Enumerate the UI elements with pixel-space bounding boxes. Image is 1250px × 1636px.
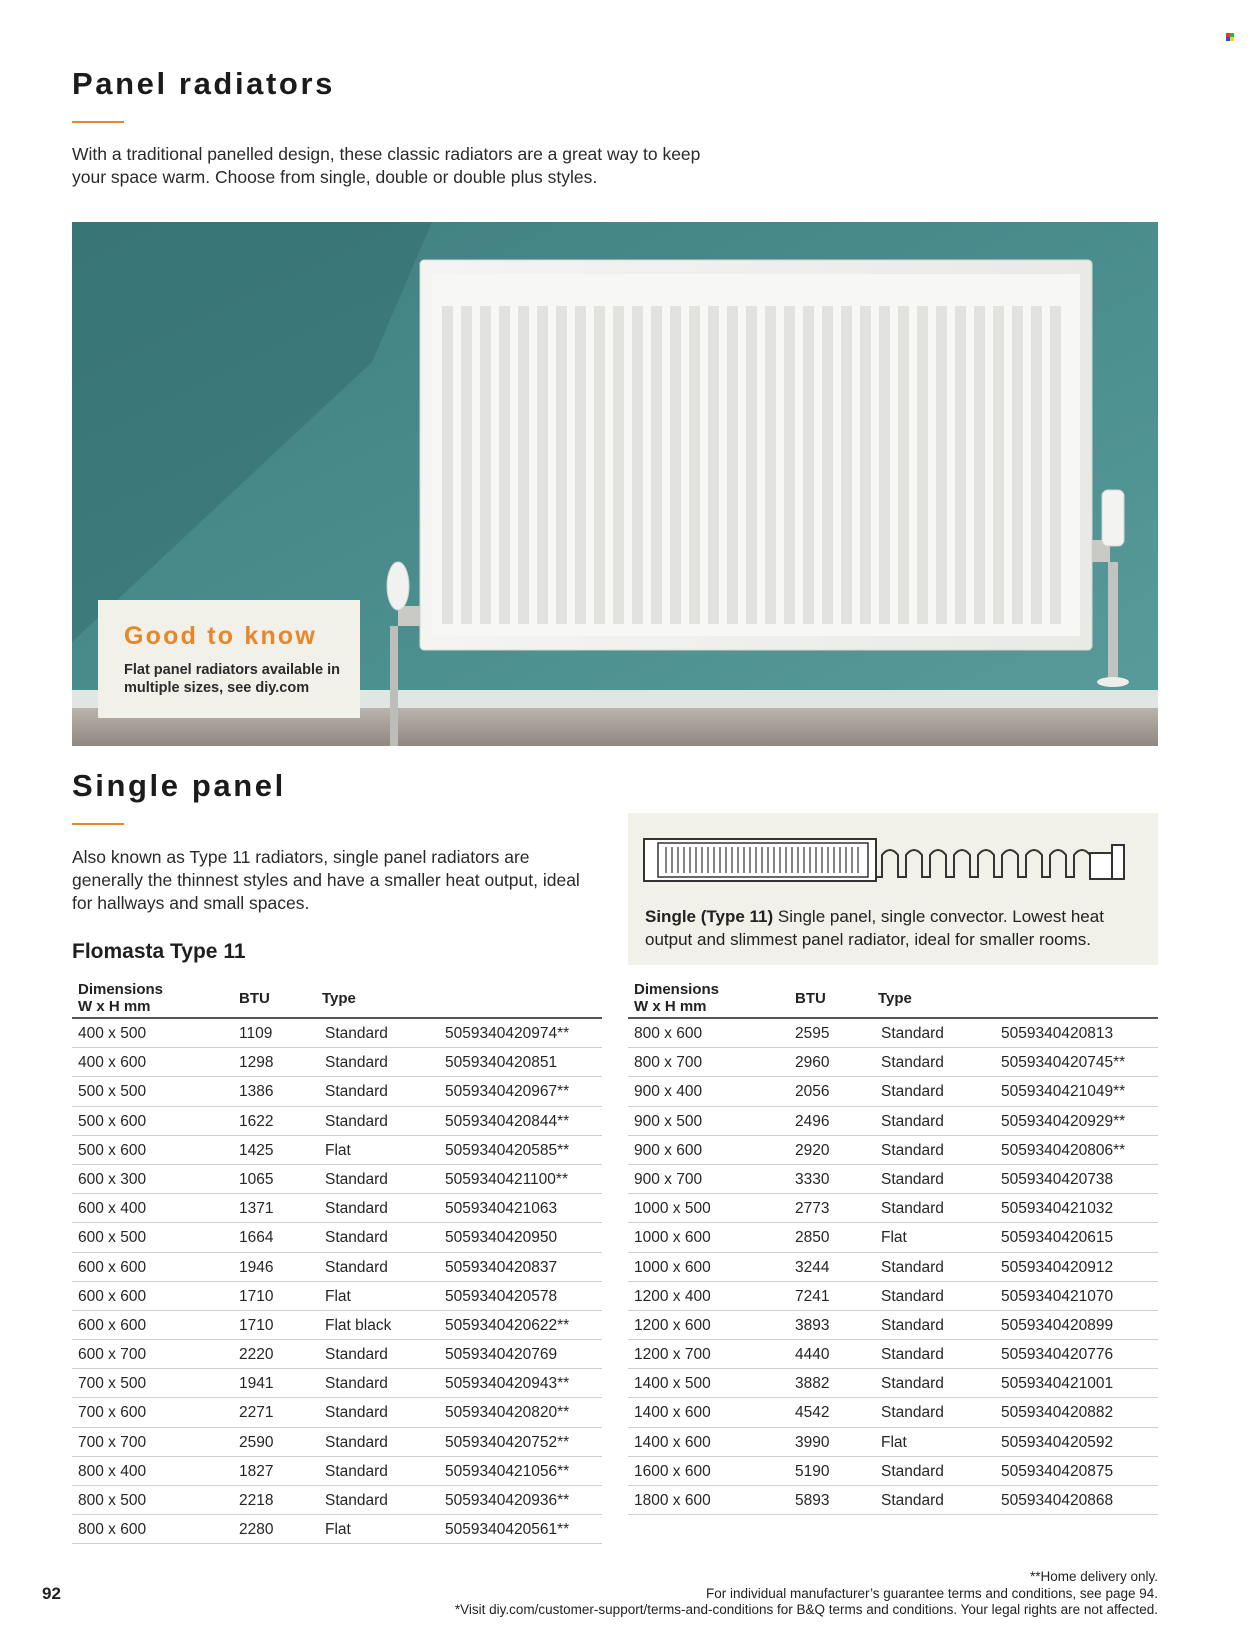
header-dimensions-unit: W x H mm [78, 998, 151, 1015]
cell-product-code: 5059340420912 [1001, 1258, 1114, 1276]
cell-btu: 1710 [239, 1316, 274, 1334]
cell-btu: 1827 [239, 1462, 274, 1480]
cell-dimensions: 1000 x 600 [634, 1258, 711, 1276]
table-left [72, 977, 602, 1544]
table-row [72, 1194, 602, 1223]
cell-product-code: 5059340420745** [1001, 1054, 1126, 1072]
cell-dimensions: 900 x 700 [634, 1170, 703, 1188]
table-row [72, 1340, 602, 1369]
cell-dimensions: 800 x 500 [78, 1492, 147, 1509]
cell-product-code: 5059340420837 [445, 1258, 558, 1276]
cell-type: Standard [881, 1346, 944, 1364]
table-row [72, 1457, 602, 1486]
table-row [628, 1486, 1158, 1515]
cell-dimensions: 700 x 600 [78, 1404, 147, 1422]
cell-type: Standard [881, 1375, 944, 1393]
cell-type: Standard [325, 1054, 388, 1072]
cell-product-code: 5059340421049** [1001, 1083, 1126, 1101]
cell-type: Standard [881, 1258, 944, 1276]
cell-product-code: 5059340420936** [445, 1492, 570, 1509]
cell-type: Flat [325, 1287, 351, 1305]
footer-note-delivery: **Home delivery only. [1029, 1569, 1158, 1584]
cell-btu: 1941 [239, 1375, 274, 1393]
section-title: Single panel [72, 768, 286, 803]
cell-dimensions: 600 x 500 [78, 1229, 147, 1247]
cell-product-code: 5059340420813 [1001, 1025, 1114, 1042]
header-type: Type [878, 990, 912, 1007]
cell-btu: 1065 [239, 1170, 274, 1188]
cell-type: Standard [325, 1025, 388, 1042]
title-rule [72, 121, 124, 123]
cell-btu: 1371 [239, 1200, 274, 1218]
table-row [628, 1253, 1158, 1282]
good-to-know-title: Good to know [124, 622, 318, 650]
cell-dimensions: 600 x 600 [78, 1316, 147, 1334]
cell-product-code: 5059340420578 [445, 1287, 558, 1305]
cell-type: Standard [881, 1316, 944, 1334]
cell-type: Standard [325, 1229, 388, 1247]
cell-dimensions: 600 x 300 [78, 1170, 147, 1188]
table-row [628, 1369, 1158, 1398]
single-panel-diagram [642, 831, 1132, 889]
cell-dimensions: 500 x 600 [78, 1141, 147, 1159]
table-row [628, 1165, 1158, 1194]
cell-type: Flat [881, 1229, 907, 1247]
table-row [628, 1223, 1158, 1252]
cell-btu: 5893 [795, 1492, 830, 1509]
cell-btu: 3893 [795, 1316, 830, 1334]
cell-btu: 1386 [239, 1083, 274, 1101]
table-row [628, 1457, 1158, 1486]
type11-diagram-box [628, 813, 1158, 965]
cell-product-code: 5059340420776 [1001, 1346, 1114, 1364]
cell-dimensions: 700 x 700 [78, 1433, 147, 1451]
cell-product-code: 5059340420592 [1001, 1433, 1114, 1451]
table-row [72, 1369, 602, 1398]
cell-product-code: 5059340420899 [1001, 1316, 1114, 1334]
table-row [628, 1107, 1158, 1136]
cell-type: Standard [881, 1054, 944, 1072]
cell-dimensions: 1600 x 600 [634, 1462, 711, 1480]
cell-type: Flat [881, 1433, 907, 1451]
cell-btu: 2220 [239, 1346, 274, 1364]
page-number: 92 [42, 1584, 61, 1603]
cell-product-code: 5059340420820** [445, 1404, 570, 1422]
cell-product-code: 5059340420950 [445, 1229, 558, 1247]
cell-dimensions: 1400 x 600 [634, 1404, 711, 1422]
table-left-header [72, 977, 602, 1019]
cell-product-code: 5059340420738 [1001, 1170, 1114, 1188]
cell-product-code: 5059340420851 [445, 1054, 558, 1072]
cell-product-code: 5059340420943** [445, 1375, 570, 1393]
cell-product-code: 5059340421001 [1001, 1375, 1114, 1393]
cell-dimensions: 700 x 500 [78, 1375, 147, 1393]
cell-dimensions: 1200 x 700 [634, 1346, 711, 1364]
cell-btu: 2595 [795, 1025, 830, 1042]
table-row [628, 1428, 1158, 1457]
table-right [628, 977, 1158, 1515]
table-row [628, 1194, 1158, 1223]
table-row [628, 1077, 1158, 1106]
cell-type: Standard [325, 1258, 388, 1276]
cell-dimensions: 1000 x 500 [634, 1200, 711, 1218]
cell-type: Standard [881, 1462, 944, 1480]
cell-product-code: 5059340420622** [445, 1316, 570, 1334]
table-row [72, 1311, 602, 1340]
cell-dimensions: 500 x 500 [78, 1083, 147, 1101]
cell-type: Standard [325, 1375, 388, 1393]
cell-btu: 2590 [239, 1433, 274, 1451]
cell-product-code: 5059340421063 [445, 1200, 558, 1218]
cell-btu: 2850 [795, 1229, 830, 1247]
cell-type: Standard [881, 1141, 944, 1159]
cell-type: Standard [881, 1112, 944, 1130]
table-row [628, 1048, 1158, 1077]
cell-type: Standard [881, 1083, 944, 1101]
cell-product-code: 5059340420561** [445, 1521, 570, 1539]
cell-dimensions: 1000 x 600 [634, 1229, 711, 1247]
cell-type: Standard [325, 1492, 388, 1509]
cell-btu: 2773 [795, 1200, 830, 1218]
table-row [72, 1253, 602, 1282]
header-dimensions: Dimensions [78, 981, 164, 998]
header-dimensions: Dimensions [634, 981, 720, 998]
cell-product-code: 5059340421070 [1001, 1287, 1114, 1305]
cell-product-code: 5059340421056** [445, 1462, 570, 1480]
cell-product-code: 5059340420769 [445, 1346, 558, 1364]
cell-btu: 1425 [239, 1141, 274, 1159]
table-left-body [72, 1019, 602, 1544]
header-type: Type [322, 990, 356, 1007]
cell-dimensions: 400 x 500 [78, 1025, 147, 1042]
product-name: Flomasta Type 11 [72, 940, 246, 963]
cell-product-code: 5059340420929** [1001, 1112, 1126, 1130]
cell-btu: 3244 [795, 1258, 830, 1276]
table-row [72, 1282, 602, 1311]
cell-type: Standard [881, 1170, 944, 1188]
diagram-caption-text: Single panel, single convector. Lowest heat output and slimmest panel radiator, ideal for smaller rooms. [645, 907, 1104, 949]
cell-btu: 1109 [239, 1025, 273, 1042]
cell-type: Standard [881, 1200, 944, 1218]
cell-btu: 5190 [795, 1462, 830, 1480]
cell-dimensions: 600 x 700 [78, 1346, 147, 1364]
table-row [72, 1107, 602, 1136]
table-row [628, 1340, 1158, 1369]
cell-btu: 2280 [239, 1521, 274, 1539]
cell-type: Standard [325, 1404, 388, 1422]
table-row [72, 1165, 602, 1194]
table-row [72, 1048, 602, 1077]
cell-dimensions: 1200 x 400 [634, 1287, 711, 1305]
cell-type: Flat [325, 1141, 351, 1159]
cell-btu: 2056 [795, 1083, 830, 1101]
cell-btu: 2960 [795, 1054, 830, 1072]
cell-dimensions: 600 x 600 [78, 1258, 147, 1276]
cell-dimensions: 600 x 400 [78, 1200, 147, 1218]
cell-btu: 3882 [795, 1375, 830, 1393]
print-mark [1226, 33, 1234, 41]
cell-type: Standard [325, 1083, 388, 1101]
table-row [628, 1019, 1158, 1048]
table-row [72, 1428, 602, 1457]
cell-dimensions: 900 x 500 [634, 1112, 703, 1130]
table-row [72, 1136, 602, 1165]
cell-dimensions: 800 x 400 [78, 1462, 147, 1480]
good-to-know-box [98, 600, 360, 718]
cell-type: Standard [325, 1346, 388, 1364]
cell-dimensions: 500 x 600 [78, 1112, 147, 1130]
intro-text: With a traditional panelled design, these classic radiators are a great way to keep your space warm. Choose from single, double or double plus styles. [72, 144, 701, 187]
cell-type: Standard [881, 1287, 944, 1305]
header-btu: BTU [795, 990, 826, 1007]
table-row [628, 1311, 1158, 1340]
cell-btu: 4440 [795, 1346, 830, 1364]
cell-dimensions: 1800 x 600 [634, 1492, 711, 1509]
cell-type: Standard [881, 1404, 944, 1422]
cell-btu: 3330 [795, 1170, 830, 1188]
cell-dimensions: 1400 x 600 [634, 1433, 711, 1451]
cell-dimensions: 800 x 600 [78, 1521, 147, 1539]
table-row [72, 1515, 602, 1544]
cell-product-code: 5059340420844** [445, 1112, 570, 1130]
cell-type: Standard [325, 1112, 388, 1130]
cell-type: Standard [325, 1433, 388, 1451]
cell-btu: 4542 [795, 1404, 830, 1422]
cell-product-code: 5059340420875 [1001, 1462, 1114, 1480]
cell-product-code: 5059340420868 [1001, 1492, 1114, 1509]
cell-btu: 2920 [795, 1141, 830, 1159]
cell-type: Standard [325, 1200, 388, 1218]
cell-type: Standard [881, 1025, 944, 1042]
header-dimensions-unit: W x H mm [634, 998, 707, 1015]
table-row [628, 1136, 1158, 1165]
cell-btu: 3990 [795, 1433, 830, 1451]
table-row [72, 1486, 602, 1515]
cell-btu: 1946 [239, 1258, 274, 1276]
cell-product-code: 5059340420615 [1001, 1229, 1114, 1247]
diagram-caption-bold: Single (Type 11) [645, 907, 774, 926]
footer-note-terms: *Visit diy.com/customer-support/terms-and-conditions for B&Q terms and conditions. Your legal rights are not affected. [454, 1602, 1158, 1617]
cell-type: Standard [325, 1170, 388, 1188]
table-row [72, 1019, 602, 1048]
cell-type: Standard [881, 1492, 944, 1509]
cell-product-code: 5059340421100** [445, 1170, 568, 1188]
cell-dimensions: 400 x 600 [78, 1054, 147, 1072]
cell-dimensions: 1400 x 500 [634, 1375, 711, 1393]
header-btu: BTU [239, 990, 270, 1007]
page-title: Panel radiators [72, 66, 335, 101]
cell-product-code: 5059340420967** [445, 1083, 570, 1101]
cell-btu: 1622 [239, 1112, 274, 1130]
section-intro: Also known as Type 11 radiators, single panel radiators are generally the thinnest styles and have a smaller heat output, ideal for hallways and small spaces. [72, 847, 580, 913]
cell-product-code: 5059340420882 [1001, 1404, 1114, 1422]
cell-btu: 1710 [239, 1287, 274, 1305]
cell-type: Flat black [325, 1316, 392, 1334]
table-row [628, 1398, 1158, 1427]
cell-product-code: 5059340420752** [445, 1433, 570, 1451]
cell-btu: 2496 [795, 1112, 830, 1130]
table-row [72, 1398, 602, 1427]
cell-dimensions: 1200 x 600 [634, 1316, 711, 1334]
footer-note-guarantee: For individual manufacturer’s guarantee terms and conditions, see page 94. [705, 1586, 1158, 1601]
table-row [628, 1282, 1158, 1311]
good-to-know-body: Flat panel radiators available in multiple sizes, see diy.com [124, 662, 340, 696]
table-row [72, 1223, 602, 1252]
cell-type: Standard [325, 1462, 388, 1480]
cell-btu: 1664 [239, 1229, 274, 1247]
cell-product-code: 5059340420974** [445, 1025, 570, 1042]
cell-btu: 1298 [239, 1054, 274, 1072]
cell-product-code: 5059340420806** [1001, 1141, 1126, 1159]
cell-dimensions: 900 x 400 [634, 1083, 703, 1101]
section-rule [72, 823, 124, 825]
cell-product-code: 5059340421032 [1001, 1200, 1114, 1218]
diagram-caption [645, 905, 1150, 951]
cell-dimensions: 800 x 700 [634, 1054, 703, 1072]
cell-btu: 7241 [795, 1287, 830, 1305]
cell-dimensions: 600 x 600 [78, 1287, 147, 1305]
table-right-header [628, 977, 1158, 1019]
cell-type: Flat [325, 1521, 351, 1539]
table-right-body [628, 1019, 1158, 1515]
table-row [72, 1077, 602, 1106]
cell-product-code: 5059340420585** [445, 1141, 570, 1159]
cell-btu: 2271 [239, 1404, 274, 1422]
cell-btu: 2218 [239, 1492, 274, 1509]
cell-dimensions: 800 x 600 [634, 1025, 703, 1042]
cell-dimensions: 900 x 600 [634, 1141, 703, 1159]
